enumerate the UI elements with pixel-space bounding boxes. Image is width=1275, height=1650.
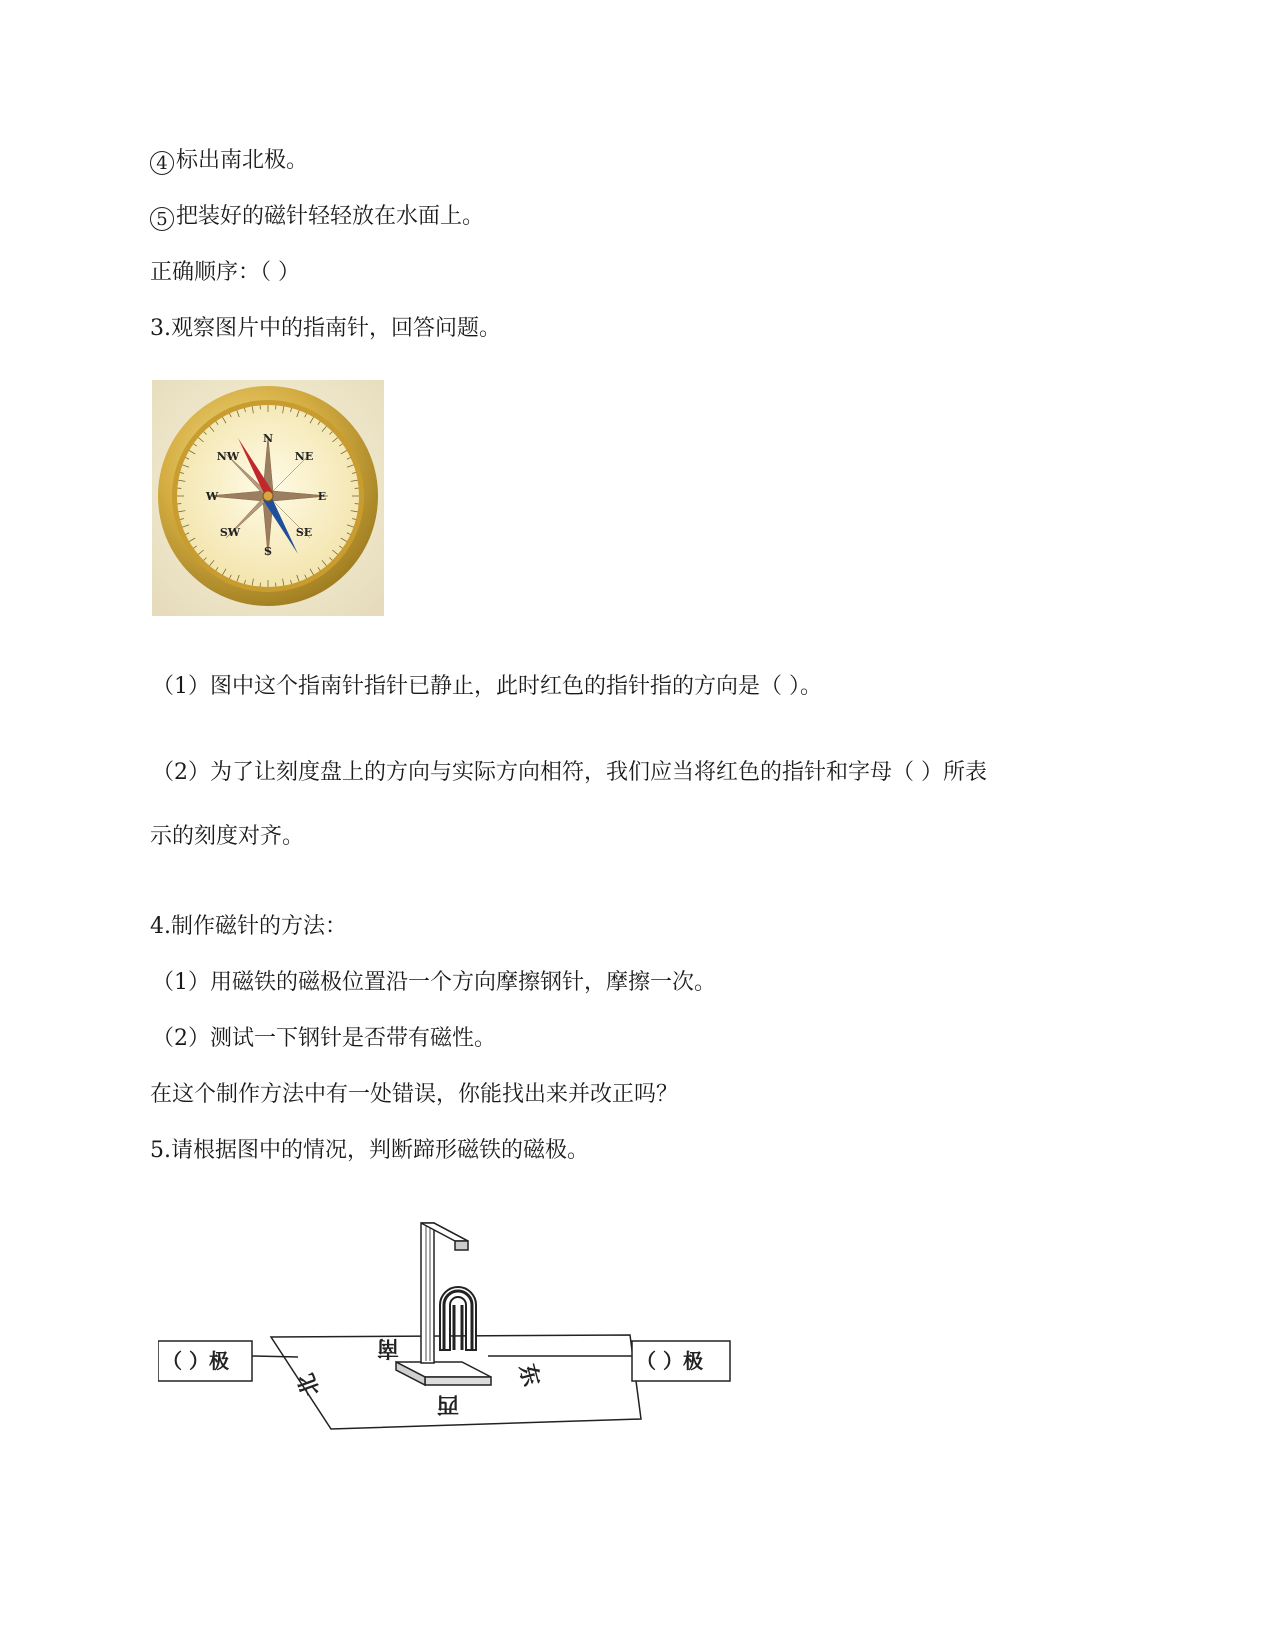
label-ne: NE — [294, 450, 314, 463]
question-3-title: 3.观察图片中的指南针，回答问题。 — [150, 316, 501, 341]
question-4-question: 在这个制作方法中有一处错误，你能找出来并改正吗？ — [150, 1082, 679, 1107]
question-4-step-1: （1）用磁铁的磁极位置沿一个方向摩擦钢针，摩擦一次。 — [152, 970, 716, 995]
step-number: 4 — [150, 151, 174, 175]
direction-east: 东 — [513, 1361, 545, 1390]
label-n: N — [262, 432, 274, 445]
direction-north: 北 — [292, 1369, 325, 1400]
left-connector — [252, 1356, 298, 1357]
stand-post — [421, 1223, 434, 1363]
question-4-title: 4.制作磁针的方法： — [150, 914, 347, 939]
direction-west: 西 — [436, 1391, 460, 1417]
stand-arm-end — [455, 1241, 468, 1250]
step-number: 5 — [150, 207, 174, 231]
step-text: 标出南北极。 — [176, 148, 309, 173]
label-sw: SW — [219, 526, 241, 539]
needle-pivot — [263, 491, 273, 501]
step-text: 把装好的磁针轻轻放在水面上。 — [176, 204, 485, 229]
compass-image — [152, 380, 384, 616]
label-s: S — [264, 545, 272, 558]
label-se: SE — [295, 526, 313, 539]
question-3-sub-2-line-1: （2）为了让刻度盘上的方向与实际方向相符，我们应当将红色的指针和字母（ ）所表 — [152, 760, 987, 785]
magnet-diagram — [158, 1205, 770, 1435]
label-w: W — [205, 490, 219, 503]
step-4-line — [150, 146, 308, 176]
label-e: E — [317, 490, 327, 503]
left-pole-label: （ ）极 — [162, 1349, 229, 1373]
direction-south: 南 — [376, 1335, 400, 1361]
label-nw: NW — [216, 450, 240, 463]
question-3-sub-2-line-2: 示的刻度对齐。 — [150, 824, 305, 849]
stand-base-front — [425, 1377, 491, 1385]
question-5-title: 5.请根据图中的情况，判断蹄形磁铁的磁极。 — [150, 1138, 589, 1163]
right-pole-label: （ ）极 — [636, 1349, 703, 1373]
question-3-sub-1: （1）图中这个指南针指针已静止，此时红色的指针指的方向是（ ）。 — [152, 674, 822, 699]
question-4-step-2: （2）测试一下钢针是否带有磁性。 — [152, 1026, 496, 1051]
step-5-line — [150, 202, 484, 232]
correct-order-line: 正确顺序：（ ） — [150, 260, 300, 285]
